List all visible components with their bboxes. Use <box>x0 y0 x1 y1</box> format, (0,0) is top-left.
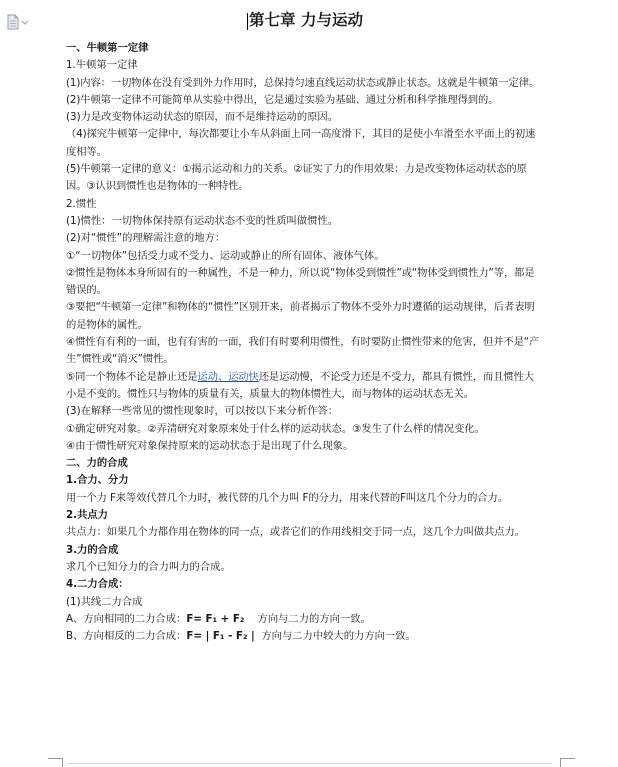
margin-corner-mark <box>560 758 575 767</box>
paragraph: (2)对“惯性”的理解需注意的地方： <box>66 232 226 245</box>
paragraph: （4)探究牛顿第一定律中，每次都要让小车从斜面上同一高度滑下，其目的是使小车滑至水平面上的初速度相等。 <box>66 128 536 158</box>
paragraph: 求几个已知分力的合力叫力的合成。 <box>66 560 231 573</box>
paragraph: ①“一切物体”包括受力或不受力、运动或静止的所有固体、液体气体。 <box>66 249 385 262</box>
section-heading: 一、牛顿第一定律 <box>66 42 149 54</box>
subsection-heading: 2.惯性 <box>66 197 97 210</box>
subsection-heading: 1.合力、分力 <box>66 474 129 487</box>
paragraph: ①确定研究对象。②弄清研究对象原来处于什么样的运动状态。③发生了什么样的情况变化。 <box>66 422 485 435</box>
subsection-heading: 3.力的合成 <box>66 543 119 556</box>
paragraph: ④惯性有有利的一面，也有有害的一面，我们有时要利用惯性，有时要防止惯性带来的危害，但并不是“产生”惯性或“消灭”惯性。 <box>66 336 540 366</box>
paragraph: (3)在解释一些常见的惯性现象时，可以按以下来分析作答： <box>66 405 339 418</box>
paragraph: ④由于惯性研究对象保持原来的运动状态于是出现了什么现象。 <box>66 439 354 452</box>
paragraph: ③要把“牛顿第一定律”和物体的“惯性”区别开来，前者揭示了物体不受外力时遵循的运动规律，后者表明的是物体的属性。 <box>66 301 535 331</box>
paragraph: 用一个力 F来等效代替几个力时，被代替的几个力叫 F的分力，用来代替的F叫这几个分力的合力。 <box>66 491 508 504</box>
paragraph: (2)牛顿第一定律不可能简单从实验中得出，它是通过实验为基础、通过分析和科学推理得到的。 <box>66 93 499 106</box>
paragraph: ⑤同一个物体不论是静止还是运动、运动快还是运动慢，不论受力还是不受力，都具有惯性，而且惯性大小是不变的。惯性只与物体的质量有关，质量大的物体惯性大，而与物体的运动状态无关。 <box>66 370 535 400</box>
document-page <box>66 8 544 645</box>
document-icon[interactable] <box>6 14 30 30</box>
paragraph: (1)共线二力合成 <box>66 595 143 608</box>
section-heading: 二、力的合成 <box>66 457 128 470</box>
paragraph: B、方向相反的二力合成：F= | F₁ - F₂ | 方向与二力中较大的力方向一致。 <box>66 630 416 643</box>
subsection-heading: 1.牛顿第一定律 <box>66 59 138 72</box>
paragraph: (1)惯性：一切物体保持原有运动状态不变的性质叫做惯性。 <box>66 214 339 227</box>
text-cursor <box>247 13 248 30</box>
subsection-heading: 2.共点力 <box>66 509 108 522</box>
chapter-title: 第七章 力与运动 <box>249 10 363 29</box>
paragraph: ②惯性是物体本身所固有的一种属性，不是一种力，所以说“物体受到惯性”或“物体受到惯性力”等，都是错误的。 <box>66 266 535 297</box>
page-bottom-rule <box>66 763 552 764</box>
formula: F= | F₁ - F₂ | <box>186 630 255 643</box>
formula: F= F₁ + F₂ <box>186 612 245 625</box>
paragraph: A、方向相同的二力合成：F= F₁ + F₂ 方向与二力的方向一致。 <box>66 612 371 625</box>
paragraph: 共点力：如果几个力都作用在物体的同一点，或者它们的作用线相交于同一点，这几个力叫做共点力。 <box>66 526 525 539</box>
hyperlink[interactable]: 运动、运动快 <box>197 370 259 383</box>
paragraph: (3)力是改变物体运动状态的原因，而不是维持运动的原因。 <box>66 111 339 124</box>
subsection-heading: 4.二力合成： <box>66 578 129 591</box>
margin-corner-mark <box>48 758 63 767</box>
paragraph: (5)牛顿第一定律的意义：①揭示运动和力的关系。②证实了力的作用效果：力是改变物体运动状态的原因。③认识到惯性也是物体的一种特性。 <box>66 163 527 193</box>
paragraph: (1)内容：一切物体在没有受到外力作用时，总保持匀速直线运动状态或静止状态。这就是牛顿第一定律。 <box>66 76 540 89</box>
